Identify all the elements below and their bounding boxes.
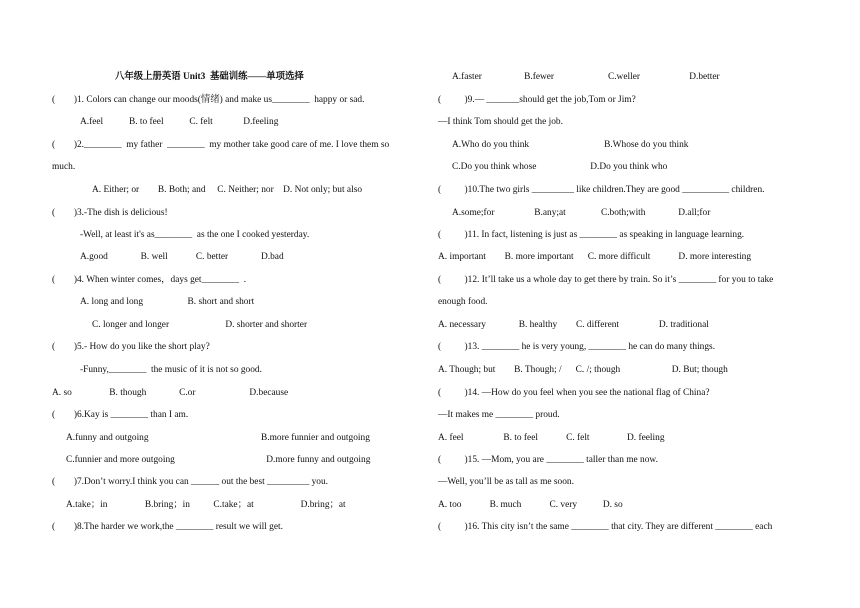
question-9-options-ab: A.Who do you think B.Whose do you think: [452, 140, 689, 150]
question-7: ( )7.Don’t worry.I think you can ______ out the best _________ you.: [52, 477, 329, 487]
question-1: ( )1. Colors can change our moods(情绪) and make us________ happy or sad.: [52, 95, 365, 105]
question-12-options: A. necessary B. healthy C. different D. traditional: [438, 320, 709, 330]
question-5-continued: -Funny,________ the music of it is not so good.: [80, 365, 262, 375]
question-9-continued: —I think Tom should get the job.: [438, 117, 563, 127]
question-11: ( )11. In fact, listening is just as ________ as speaking in language learning.: [438, 230, 745, 240]
question-3-continued: -Well, at least it's as________ as the one I cooked yesterday.: [80, 230, 310, 240]
worksheet-title: 八年级上册英语 Unit3 基础训练——单项选择: [115, 72, 304, 82]
question-14-options: A. feel B. to feel C. felt D. feeling: [438, 433, 665, 443]
question-15-options: A. too B. much C. very D. so: [438, 500, 623, 510]
question-14-continued: —It makes me ________ proud.: [438, 410, 560, 420]
question-4: ( )4. When winter comes，days get________ .: [52, 275, 247, 285]
question-3: ( )3.-The dish is delicious!: [52, 208, 168, 218]
question-12-continued: enough food.: [438, 297, 488, 307]
question-14: ( )14. —How do you feel when you see the national flag of China?: [438, 388, 710, 398]
question-8-options: A.faster B.fewer C.weller D.better: [452, 72, 720, 82]
question-4-options-ab: A. long and long B. short and short: [80, 297, 255, 307]
question-8: ( )8.The harder we work,the ________ result we will get.: [52, 522, 283, 532]
question-2-options: A. Either; or B. Both; and C. Neither; nor D. Not only; but also: [92, 185, 363, 195]
question-7-options: A.take；in B.bring；in C.take；at D.bring；at: [66, 500, 346, 510]
question-3-options: A.good B. well C. better D.bad: [80, 252, 284, 262]
question-1-options: A.feel B. to feel C. felt D.feeling: [80, 117, 279, 127]
question-13: ( )13. ________ he is very young, ________ he can do many things.: [438, 342, 716, 352]
question-9: ( )9.— _______should get the job,Tom or Jim?: [438, 95, 636, 105]
question-15: ( )15. —Mom, you are ________ taller than me now.: [438, 455, 658, 465]
question-15-continued: —Well, you’ll be as tall as me soon.: [438, 477, 574, 487]
question-13-options: A. Though; but B. Though; / C. /; though D. But; though: [438, 365, 728, 375]
question-5-options: A. so B. though C.or D.because: [52, 388, 289, 398]
question-10: ( )10.The two girls _________ like children.They are good __________ children.: [438, 185, 765, 195]
question-4-options-cd: C. longer and longer D. shorter and shorter: [92, 320, 308, 330]
question-10-options: A.some;for B.any;at C.both;with D.all;for: [452, 208, 711, 218]
question-6: ( )6.Kay is ________ than I am.: [52, 410, 189, 420]
question-6-options-cd: C.funnier and more outgoing D.more funny and outgoing: [66, 455, 371, 465]
question-9-options-cd: C.Do you think whose D.Do you think who: [452, 162, 668, 172]
question-2-continued: much.: [52, 162, 76, 172]
question-2: ( )2.________ my father ________ my mother take good care of me. I love them so: [52, 140, 390, 150]
question-12: ( )12. It’ll take us a whole day to get there by train. So it’s ________ for you to take: [438, 275, 774, 285]
question-11-options: A. important B. more important C. more difficult D. more interesting: [438, 252, 752, 262]
question-6-options-ab: A.funny and outgoing B.more funnier and outgoing: [66, 433, 370, 443]
question-5: ( )5.- How do you like the short play?: [52, 342, 210, 352]
question-16: ( )16. This city isn’t the same ________ that city. They are different ________ each: [438, 522, 773, 532]
